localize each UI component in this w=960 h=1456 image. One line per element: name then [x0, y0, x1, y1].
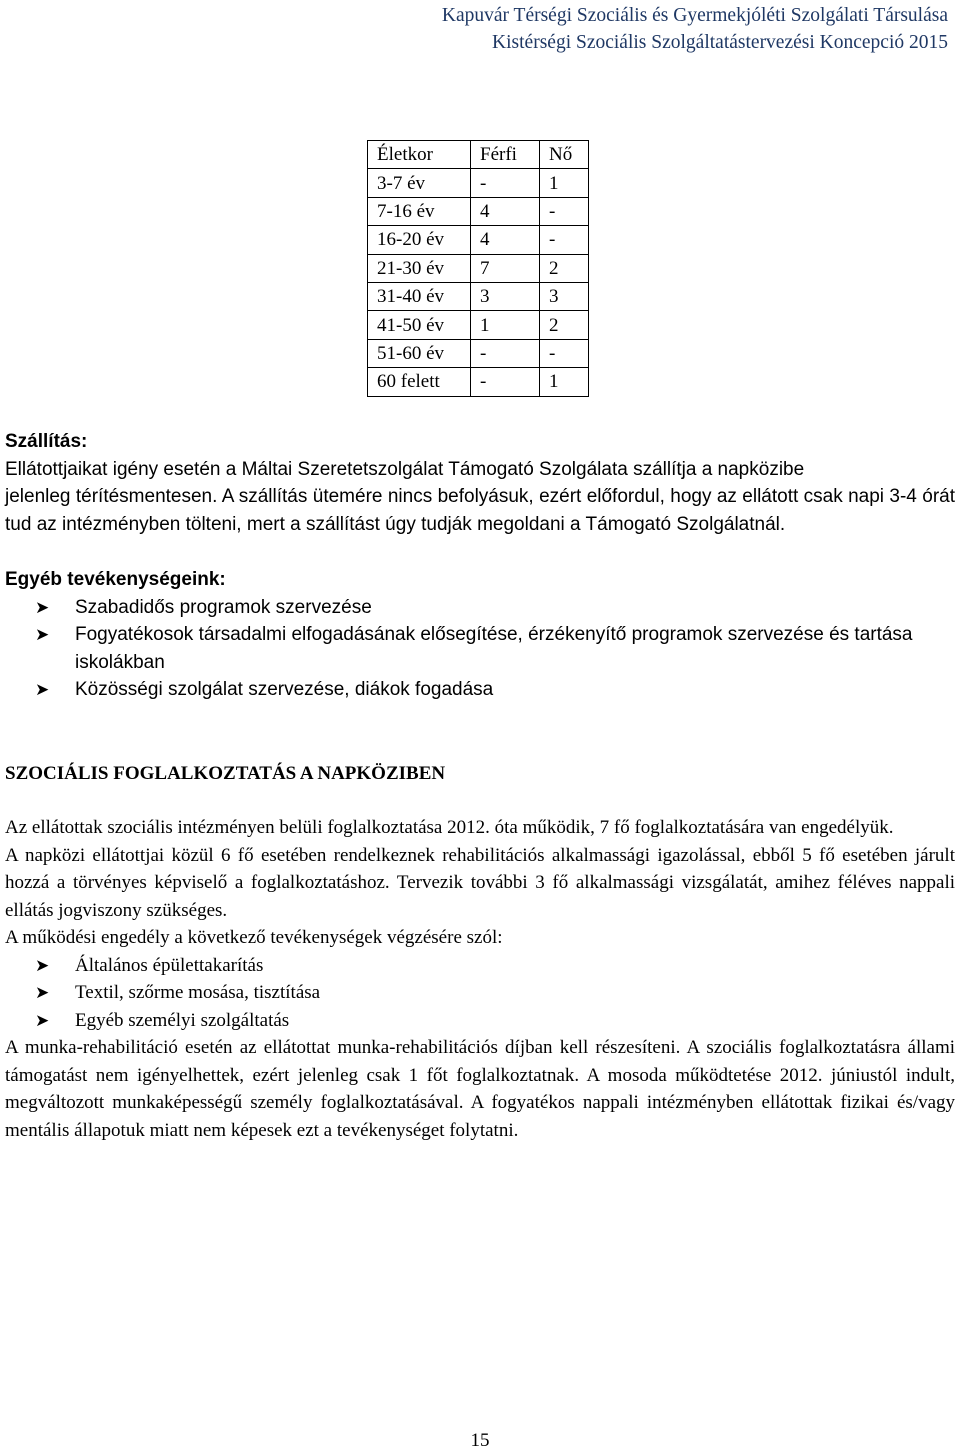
main-content: [5, 428, 955, 1144]
employment-paragraph-4: A munka-rehabilitáció esetén az ellátottat munka-rehabilitációs díjban kell részesíteni. A szociális foglalkoztatásra állami támogatást nem igényelhettek, ezért jelenleg csak 1 főt foglalkoztatnak. A mosoda működtetése 2012. júniustól indult, megváltozott munkaképességű személy foglalkoztatásával. A fogyatékos nappali intézményben ellátottak fizikai és/vagy mentális állapotuk miatt nem képesek ezt a tevékenységet folytatni.: [5, 1037, 955, 1141]
table-cell: -: [540, 226, 589, 254]
table-cell: 3-7 év: [368, 169, 471, 197]
table-row: [368, 282, 589, 310]
table-cell: 7: [471, 254, 540, 282]
table-row: [368, 197, 589, 225]
list-item: ➤ Szabadidős programok szervezése: [5, 594, 955, 622]
employment-paragraph-2: A napközi ellátottjai közül 6 fő esetében rendelkeznek rehabilitációs alkalmassági igazolással, ebből 5 fő esetében járult hozzá a törvényes képviselő a foglalkoztatáshoz. Tervezik további 3 fő alkalmassági vizsgálatát, amihez féléves nappali ellátás jogviszony szükséges.: [5, 844, 955, 921]
table-cell: -: [540, 339, 589, 367]
list-item: ➤ Egyéb személyi szolgáltatás: [5, 1007, 955, 1035]
table-cell: 41-50 év: [368, 311, 471, 339]
table-cell: 51-60 év: [368, 339, 471, 367]
spacer: [5, 787, 955, 814]
list-item: ➤ Közösségi szolgálat szervezése, diákok fogadása: [5, 676, 955, 704]
transport-paragraph: jelenleg térítésmentesen. A szállítás ütemére nincs befolyásuk, ezért előfordul, hogy az ellátott csak napi 3-4 órát tud az intézményben tölteni, mert a szállítást úgy tudják megoldani a Támogató Szolgálatnál.: [5, 486, 955, 535]
table-cell: 4: [471, 226, 540, 254]
table-cell: 60 felett: [368, 368, 471, 396]
table-cell: 31-40 év: [368, 282, 471, 310]
age-gender-table: [367, 140, 589, 397]
table-row: [368, 226, 589, 254]
table-row: [368, 368, 589, 396]
table-header-cell: Férfi: [471, 141, 540, 169]
employment-title: SZOCIÁLIS FOGLALKOZTATÁS A NAPKÖZIBEN: [5, 762, 446, 784]
arrow-bullet-icon: ➤: [35, 597, 50, 617]
list-item: ➤ Textil, szőrme mosása, tisztítása: [5, 979, 955, 1007]
employment-paragraph-1: Az ellátottak szociális intézményen belüli foglalkoztatása 2012. óta működik, 7 fő foglalkoztatására van engedélyük.: [5, 817, 894, 838]
page-number: 15: [470, 1430, 490, 1451]
arrow-bullet-icon: ➤: [35, 1010, 50, 1030]
spacer: [5, 732, 955, 760]
arrow-bullet-icon: ➤: [35, 625, 50, 644]
transport-title: Szállítás:: [5, 431, 88, 452]
list-item: ➤ Fogyatékosok társadalmi elfogadásának elősegítése, érzékenyítő programok szervezése és tartása iskolákban: [5, 621, 955, 676]
spacer: [5, 704, 955, 732]
header-document-title: Kistérségi Szociális Szolgáltatástervezési Koncepció 2015: [492, 32, 948, 53]
table-cell: -: [471, 368, 540, 396]
table-cell: 16-20 év: [368, 226, 471, 254]
table-cell: 2: [540, 311, 589, 339]
activities-title: Egyéb tevékenységeink:: [5, 569, 226, 590]
table-cell: 1: [540, 368, 589, 396]
table-row: [368, 254, 589, 282]
table-cell: -: [471, 169, 540, 197]
table-row: [368, 169, 589, 197]
table-header-cell: Életkor: [368, 141, 471, 169]
transport-line: Ellátottjaikat igény esetén a Máltai Szeretetszolgálat Támogató Szolgálata szállítja a napközibe: [5, 458, 805, 480]
table-cell: 3: [540, 282, 589, 310]
table-cell: 2: [540, 254, 589, 282]
table-cell: 7-16 év: [368, 197, 471, 225]
table-cell: 1: [471, 311, 540, 339]
table-cell: -: [540, 197, 589, 225]
table-header-cell: Nő: [540, 141, 589, 169]
header-organization: Kapuvár Térségi Szociális és Gyermekjóléti Szolgálati Társulása: [441, 5, 948, 26]
arrow-bullet-icon: ➤: [35, 955, 50, 975]
age-table-body: [368, 141, 589, 397]
activities-list: [5, 594, 955, 704]
table-cell: 4: [471, 197, 540, 225]
table-cell: -: [471, 339, 540, 367]
arrow-bullet-icon: ➤: [35, 680, 50, 699]
permitted-activities-list: [5, 952, 955, 1035]
employment-paragraph-3: A működési engedély a következő tevékenységek végzésére szól:: [5, 927, 503, 948]
spacer: [5, 538, 955, 566]
table-cell: 21-30 év: [368, 254, 471, 282]
table-row: [368, 339, 589, 367]
list-item: ➤ Általános épülettakarítás: [5, 952, 955, 980]
page-header: [248, 2, 948, 56]
table-cell: 3: [471, 282, 540, 310]
table-header-row: [368, 141, 589, 169]
table-row: [368, 311, 589, 339]
table-cell: 1: [540, 169, 589, 197]
arrow-bullet-icon: ➤: [35, 983, 50, 1002]
